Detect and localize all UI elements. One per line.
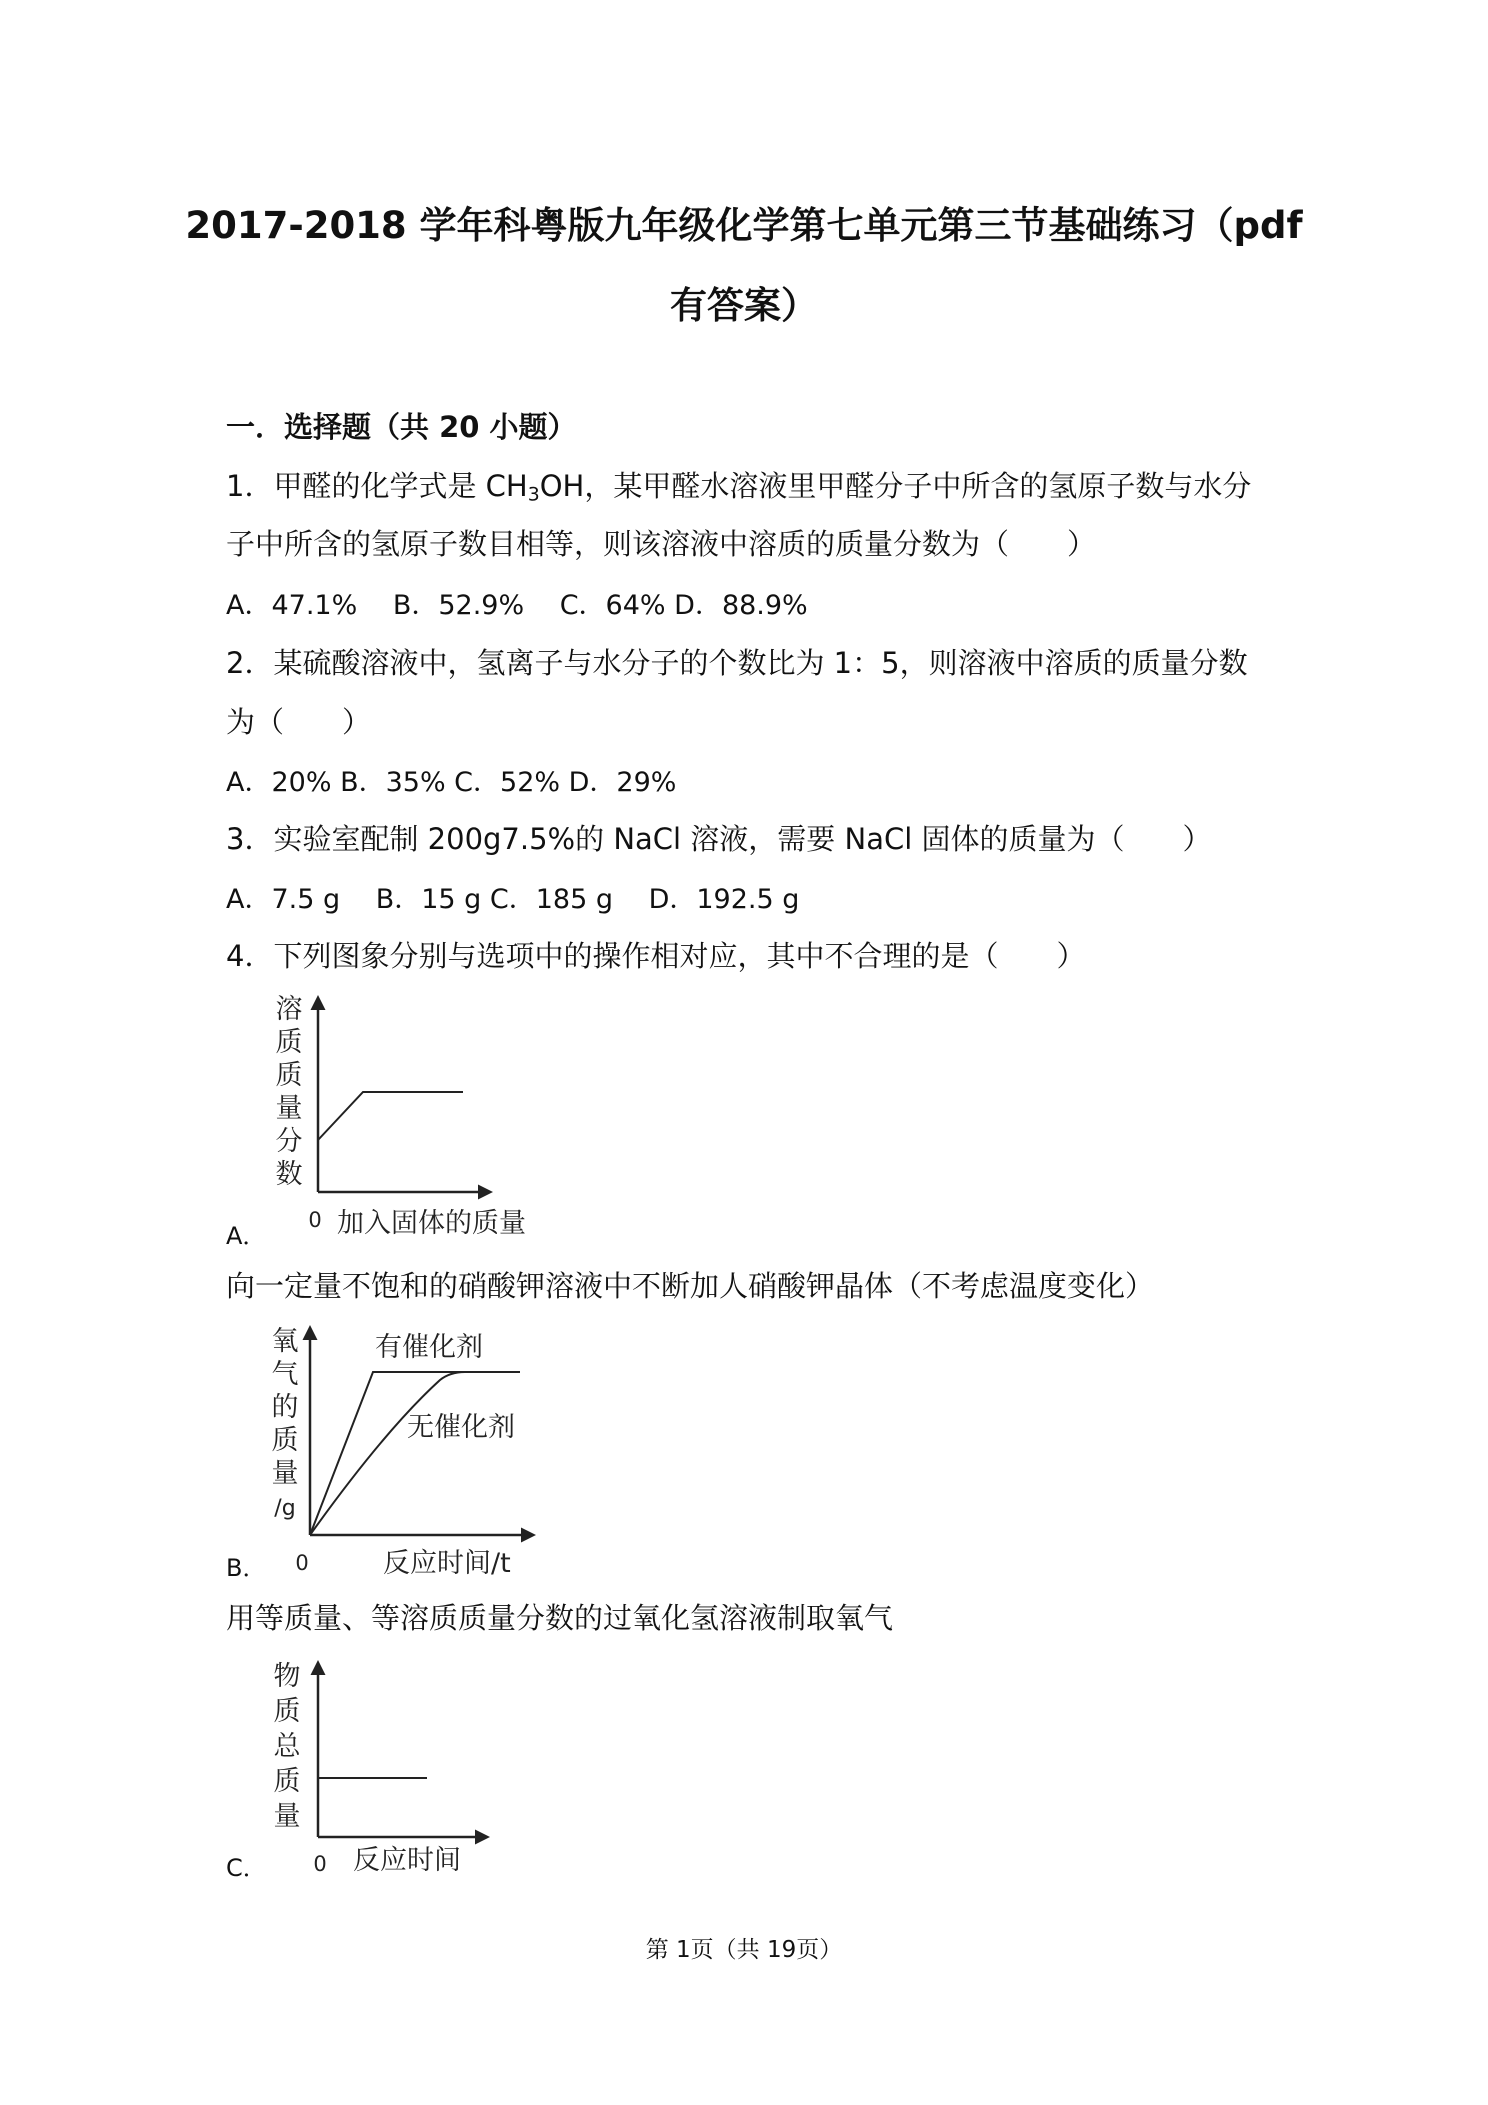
question-4-line1: 4．下列图象分别与选项中的操作相对应，其中不合理的是（ ）	[226, 939, 1086, 973]
option-b-label: B．	[226, 1554, 267, 1582]
option-c-x-label: 反应时间	[353, 1845, 461, 1876]
option-a-line	[318, 1092, 463, 1140]
question-3-options: A．7.5 g B．15 g C．185 g D．192.5 g	[226, 884, 800, 915]
option-b-origin: 0	[295, 1551, 309, 1575]
option-a-x-label: 加入固体的质量	[337, 1208, 526, 1239]
question-3-line1: 3．实验室配制 200g7.5%的 NaCl 溶液，需要 NaCl 固体的质量为（ ）	[226, 822, 1212, 856]
question-1-line1	[226, 464, 1251, 506]
option-b-series-label-no-catalyst: 无催化剂	[407, 1412, 515, 1443]
svg-text:氧气的质量/g: 氧气的质量/g	[271, 1326, 299, 1521]
question-2-line1: 2．某硫酸溶液中，氢离子与水分子的个数比为 1：5，则溶液中溶质的质量分数	[226, 646, 1248, 680]
page-footer: 第 1页（共 19页）	[645, 1937, 843, 1963]
option-c-y-label	[274, 1661, 302, 1832]
option-b-line-no-catalyst	[310, 1372, 465, 1535]
question-1-line1-pre: 1．甲醛的化学式是 CH	[226, 469, 528, 503]
question-1-line2: 子中所含的氢原子数目相等，则该溶液中溶质的质量分数为（ ）	[226, 527, 1097, 561]
option-c-origin: 0	[313, 1852, 327, 1876]
question-2-line2: 为（ ）	[226, 705, 372, 739]
svg-text:物质总质量: 物质总质量	[273, 1661, 301, 1832]
option-a-chart	[265, 990, 525, 1240]
option-a-label: A．	[226, 1222, 267, 1250]
question-1-line1-post: OH，某甲醛水溶液里甲醛分子中所含的氢原子数与水分	[539, 469, 1252, 503]
question-2-options: A．20% B．35% C．52% D．29%	[226, 767, 677, 798]
section-heading: 一．选择题（共 20 小题）	[226, 410, 577, 444]
option-b-chart	[265, 1320, 555, 1580]
document-title-line1: 2017-2018 学年科粤版九年级化学第七单元第三节基础练习（pdf	[185, 204, 1303, 247]
svg-text:溶质质量分数: 溶质质量分数	[275, 994, 303, 1190]
question-1-subscript: 3	[527, 484, 540, 506]
option-b-y-label	[272, 1326, 299, 1521]
option-b-series-label-catalyst: 有催化剂	[375, 1332, 483, 1363]
option-a-caption: 向一定量不饱和的硝酸钾溶液中不断加人硝酸钾晶体（不考虑温度变化）	[226, 1269, 1155, 1303]
option-b-line-catalyst	[310, 1372, 520, 1535]
option-b-x-label: 反应时间/t	[383, 1548, 511, 1579]
question-1-options: A．47.1% B．52.9% C．64% D．88.9%	[226, 590, 808, 621]
option-b-caption: 用等质量、等溶质质量分数的过氧化氢溶液制取氧气	[226, 1601, 894, 1635]
option-a-origin: 0	[308, 1208, 322, 1232]
document-title-line2: 有答案）	[670, 284, 818, 327]
option-c-chart	[265, 1655, 515, 1885]
option-c-label: C．	[226, 1854, 267, 1882]
option-a-y-label	[276, 994, 303, 1190]
